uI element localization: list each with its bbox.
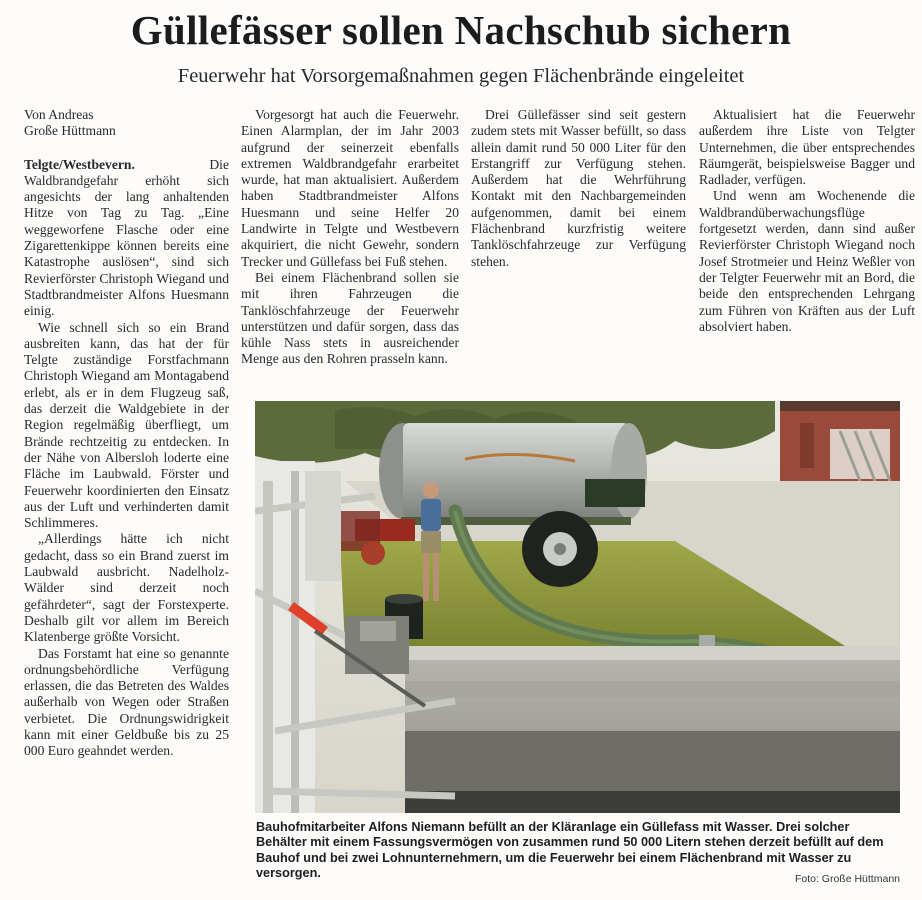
byline-author-line1: Von Andreas: [24, 107, 94, 122]
paragraph: Vorgesorgt hat auch die Feuerwehr. Einen Alarmplan, der im Jahr 2003 aufgrund der seinerzeit ebenfalls extremen Waldbrandgefahr erarbeitet wurde, hat man aktualisiert. Außerdem haben Stadtbrandmeister Alfons Huesmann und seine Helfer 20 Landwirte in Telgte und Westbevern akquiriert, die nicht Gewehr, sondern Trecker und Güllefass bei Fuß stehen.: [241, 107, 459, 269]
paragraph: Das Forstamt hat eine so genannte ordnungsbehördliche Verfügung erlassen, die das Betreten des Waldes außerhalb von Wegen oder Straßen verbietet. Die Ordnungswidrigkeit kann mit einer Geldbuße bis zu 25 000 Euro geahndet werden.: [24, 645, 229, 759]
paragraph: Bei einem Flächenbrand sollen sie mit ihren Fahrzeugen die Tanklöschfahrzeuge der Feuerwehr unterstützen und dafür sorgen, dass das kühle Nass stets in ausreichender Menge aus den Rohren prasseln kann.: [241, 269, 459, 367]
paragraph: Drei Güllefässer sind seit gestern zudem stets mit Wasser befüllt, so dass allein damit rund 50 000 Liter für den Erstangriff zur Verfügung stehen. Außerdem hat die Wehrführung Kontakt mit den Nachbargemeinden aufgenommen, damit bei einem Flächenbrand kurzfristig weitere Tanklöschfahrzeuge zur Verfügung stehen.: [471, 107, 686, 269]
paragraph: „Allerdings hätte ich nicht gedacht, dass so ein Brand zuerst im Laubwald ausbricht. Nadelholz-Wälder sind derzeit noch gefährdeter“, sagt der Forstexperte. Deshalb gilt vor allem im Bereich Klatenberge größte Vorsicht.: [24, 531, 229, 645]
photo-credit: Foto: Große Hüttmann: [794, 873, 900, 885]
text-column-2: [241, 107, 459, 368]
article-photo: [255, 401, 900, 813]
dateline: Telgte/Westbevern.: [24, 156, 135, 172]
text-column-1: [24, 107, 229, 760]
caption-text: Bauhofmitarbeiter Alfons Niemann befüllt an der Kläranlage ein Güllefass mit Wasser. Drei solcher Behälter mit einem Fassungsvermögen von zusammen rund 50 000 Litern stehen derzeit befüllt auf dem Bauhof und bei zwei Lohnunternehmern, um die Feuerwehr bei einem Flächenbrand mit Wasser zu versorgen.: [256, 820, 884, 880]
byline: [24, 107, 229, 140]
text-column-3: [471, 107, 686, 270]
paragraph-text: Die Waldbrandgefahr erhöht sich angesichts der lang anhaltenden Hitze von Tag zu Tag. „Eine weggeworfene Flasche oder eine Zigarettenkippe können bereits eine Katastrophe auslösen“, sind sich Revierförster Christoph Wiegand und Stadtbrandmeister Alfons Huesmann einig.: [24, 156, 229, 319]
text-column-4: [699, 107, 915, 335]
paragraph: [24, 157, 229, 320]
subheadline: Feuerwehr hat Vorsorgemaßnahmen gegen Flächenbrände eingeleitet: [177, 65, 745, 87]
headline: Güllefässer sollen Nachschub sichern: [130, 7, 792, 53]
paragraph: Aktualisiert hat die Feuerwehr außerdem ihre Liste von Telgter Unternehmen, die über entsprechendes Räumgerät, beispielsweise Bagger und Radlader, verfügen.: [699, 107, 915, 188]
byline-author-line2: Große Hüttmann: [24, 123, 116, 139]
paragraph: Wie schnell sich so ein Brand ausbreiten kann, das hat der für Telgte zuständige Forstfachmann Christoph Wiegand am Montagabend erlebt, als er in dem Flugzeug saß, das derzeit die Waldgebiete in der Region regelmäßig überfliegt, um Brände rechtzeitig zu entdecken. In der Nähe von Albersloh loderte eine Fläche im Laubwald. Förster und Feuerwehr koordinierten den Einsatz aus der Luft und verhinderten damit Schlimmeres.: [24, 319, 229, 531]
paragraph: Und wenn am Wochenende die Waldbrandüberwachungsflüge fortgesetzt werden, dann sind außer Revierförster Christoph Wiegand noch Josef Strotmeier und Heinz Weßler von der Telgter Feuerwehr mit an Bord, die beide den entsprechenden Lehrgang zum Führen von Kräften aus der Luft absolviert haben.: [699, 188, 915, 334]
photo-caption: [256, 820, 902, 881]
